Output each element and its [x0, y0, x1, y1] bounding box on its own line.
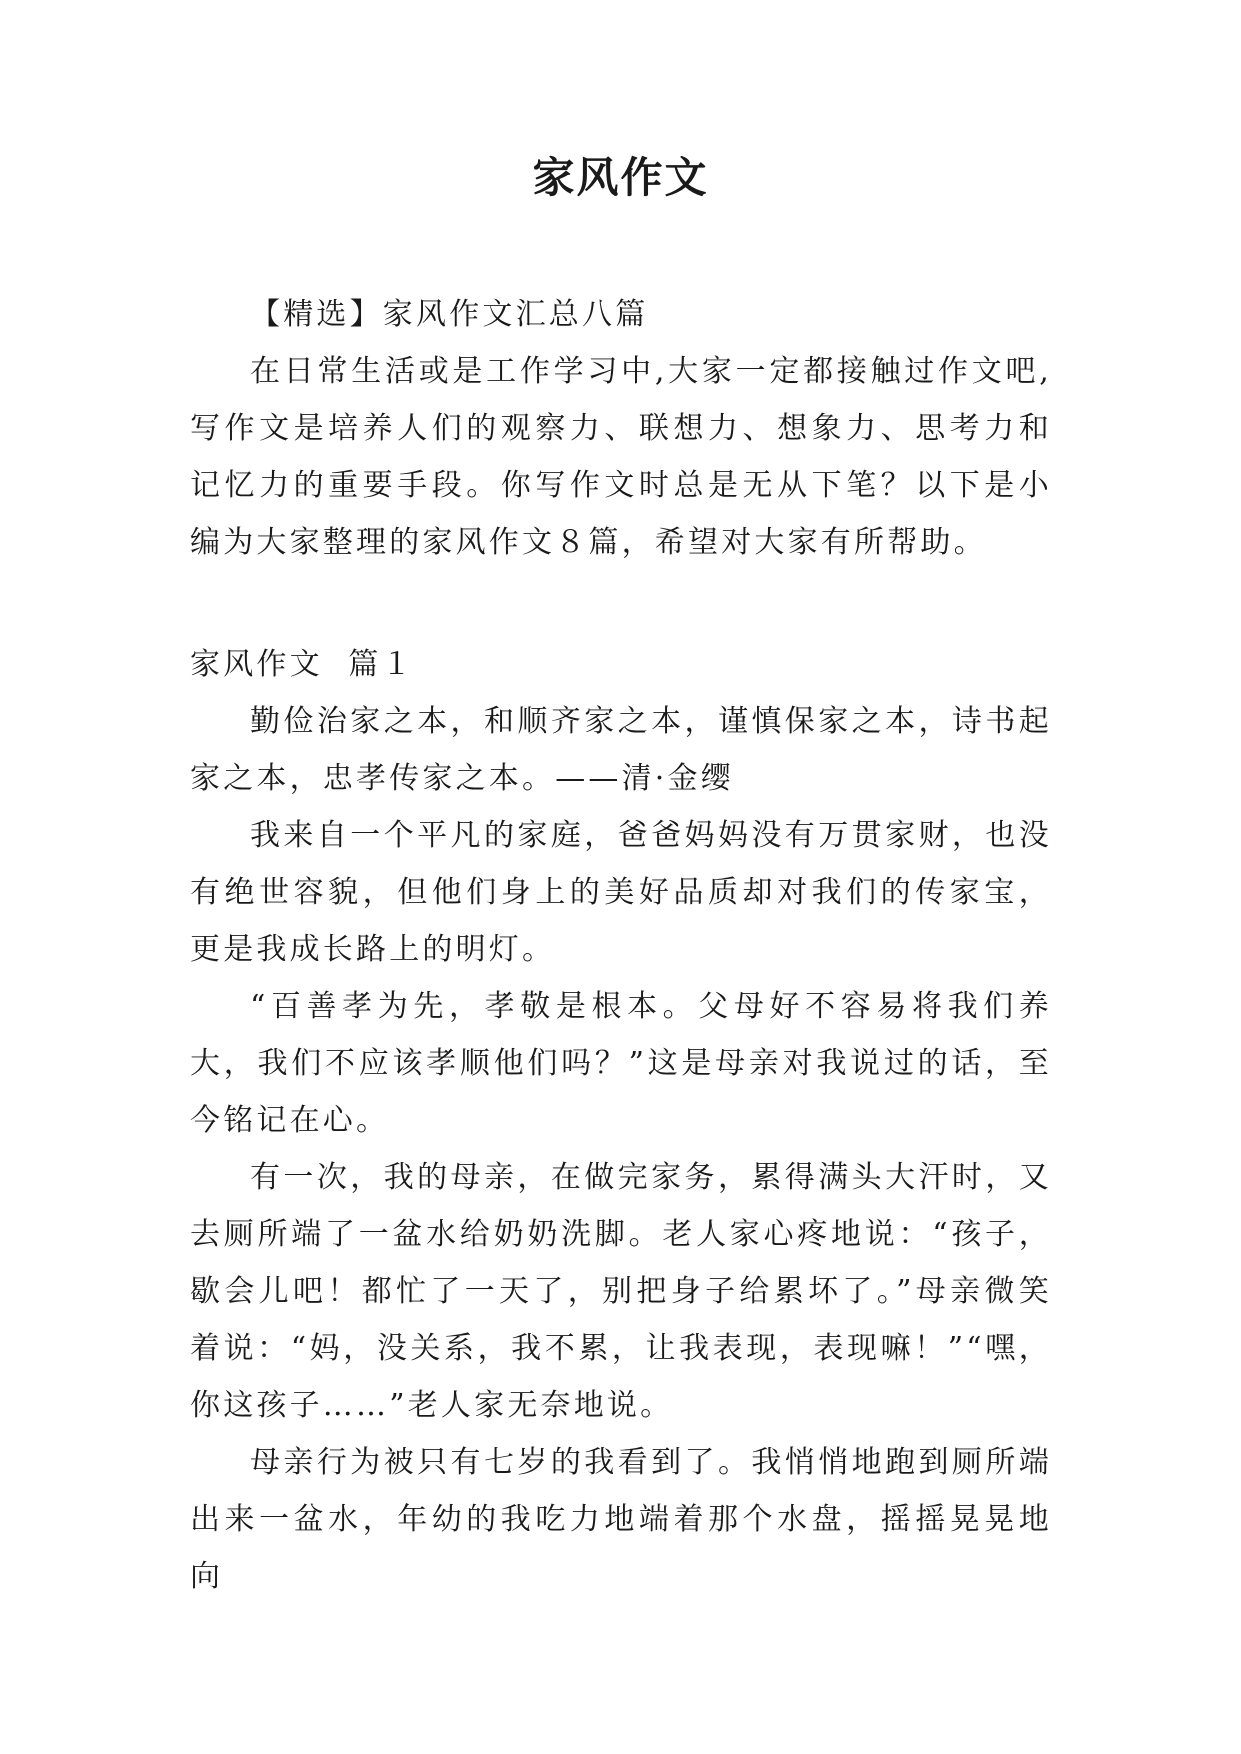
intro-paragraph: 在日常生活或是工作学习中,大家一定都接触过作文吧,写作文是培养人们的观察力、联想力、想象力、思考力和记忆力的重要手段。你写作文时总是无从下笔？以下是小编为大家整理的家风作文８篇，希望对大家有所帮助。: [190, 354, 1052, 560]
intro-block: [190, 286, 1052, 571]
section-paragraph-2: 我来自一个平凡的家庭，爸爸妈妈没有万贯家财，也没有绝世容貌，但他们身上的美好品质却对我们的传家宝，更是我成长路上的明灯。: [190, 818, 1052, 967]
page-title: 家风作文: [532, 153, 709, 202]
section-paragraph-1: 勤俭治家之本，和顺齐家之本，谨慎保家之本，诗书起家之本，忠孝传家之本。——清·金缨: [190, 704, 1052, 796]
section-paragraph-3: “百善孝为先，孝敬是根本。父母好不容易将我们养大，我们不应该孝顺他们吗？”这是母亲对我说过的话，至今铭记在心。: [190, 989, 1052, 1138]
intro-subtitle: 【精选】家风作文汇总八篇: [250, 297, 649, 332]
section-1: [190, 636, 1052, 1605]
section-paragraph-5: 母亲行为被只有七岁的我看到了。我悄悄地跑到厕所端出来一盆水，年幼的我吃力地端着那个水盘，摇摇晃晃地向: [190, 1445, 1052, 1594]
section-paragraph-4: 有一次，我的母亲，在做完家务，累得满头大汗时，又去厕所端了一盆水给奶奶洗脚。老人家心疼地说：“孩子，歇会儿吧！都忙了一天了，别把身子给累坏了。”母亲微笑着说：“妈，没关系，我不累，让我表现，表现嘛！”“嘿，你这孩子……”老人家无奈地说。: [190, 1160, 1052, 1423]
section-heading: 家风作文 篇１: [190, 647, 415, 682]
